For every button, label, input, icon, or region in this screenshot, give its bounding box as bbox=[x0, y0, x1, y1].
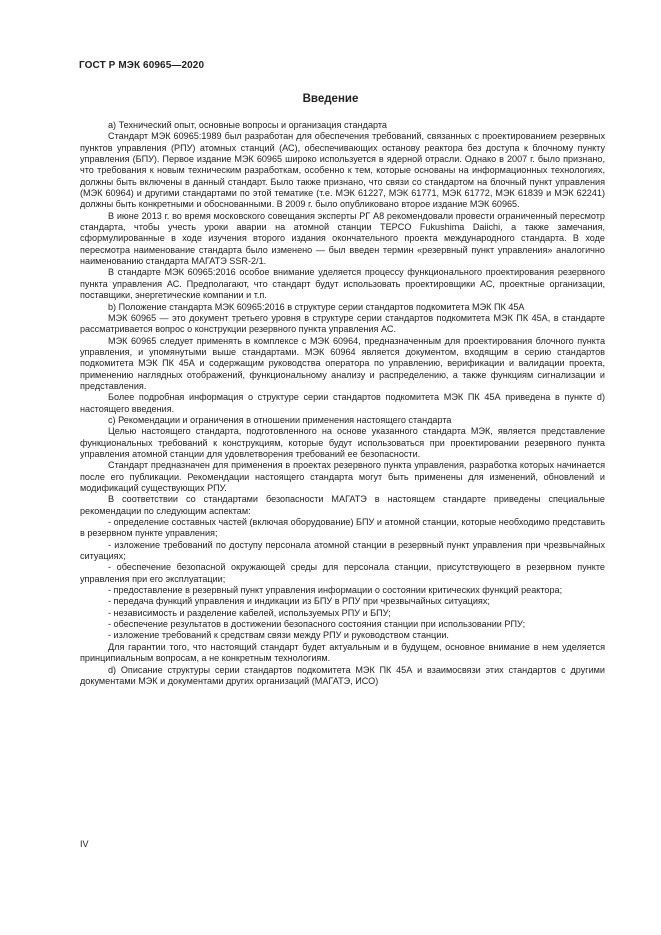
list-item: - независимость и разделение кабелей, используемых РПУ и БПУ; bbox=[108, 607, 391, 618]
paragraph: МЭК 60965 — это документ третьего уровня в структуре серии стандартов подкомитета МЭК ПК 45А, в стандарте рассматривается вопрос о конструкции резервного пункта управления АС. bbox=[80, 312, 605, 335]
paragraph: Стандарт МЭК 60965:1989 был разработан для обеспечения требований, связанных с проектированием резервных пунктов управления (РПУ) атомных станций (АС), обеспечивающих останову реактора без доступа к блочному пункту управления (БПУ). Первое издание МЭК 60965 широко используется в ядерной отрасли. Однако в 2007 г. было признано, что требования к новым техническим разработкам, особенно к тем, которые основаны на информационных технологиях, должны быть включены в данный стандарт. Было также признано, что связи со стандартом на блочный пункт управления (МЭК 60964) и другими стандартами по этой тематике (т.е. МЭК 61227, МЭК 61771, МЭК 61772, МЭК 61839 и МЭК 62241) должны быть конкретными и обоснованными. В 2009 г. было опубликовано второе издание МЭК 60965. bbox=[80, 131, 605, 210]
list-item: - изложение требований по доступу персонала атомной станции в резервный пункт управления при чрезвычайных ситуациях; bbox=[80, 539, 605, 562]
subsection-heading-a: а) Технический опыт, основные вопросы и организация стандарта bbox=[108, 120, 387, 130]
paragraph: МЭК 60965 следует применять в комплексе с МЭК 60964, предназначенным для проектирования блочного пункта управления, и упомянутыми выше стандартами. МЭК 60964 является документом, входящим в серию стандартов подкомитета МЭК ПК 45А и содержащим руководства оператора по управлению, верификации и валидации проекта, применению наглядных отображений, функциональному анализу и распределению, а также функциям сигнализации и представления. bbox=[80, 335, 605, 391]
paragraph: В стандарте МЭК 60965:2016 особое внимание уделяется процессу функционального проектирования резервного пункта управления АС. Предполагают, что стандарт будут использовать проектировщики АС, проектные организации, поставщики, энергетические компании и т.п. bbox=[80, 267, 605, 301]
body-text bbox=[80, 120, 605, 687]
paragraph: Целью настоящего стандарта, подготовленного на основе указанного стандарта МЭК, является представление функциональных требований к конструкциям, которые будут использоваться при проектировании резервного пункта управления атомной станции для удовлетворения требований ее безопасности. bbox=[80, 426, 605, 459]
paragraph: В июне 2013 г. во время московского совещания эксперты РГ А8 рекомендовали провести ограниченный пересмотр стандарта, чтобы учесть уроки аварии на атомной станции TEPCO Fukushima Daiichi, а также замечания, сформулированные в ходе изучения второго издания окончательного проекта международного стандарта. В ходе пересмотра наименование стандарта было изменено — был введен термин «резервный пункт управления» аналогично наименованию стандарта МАГАТЭ SSR-2/1. bbox=[80, 210, 605, 267]
paragraph: Стандарт предназначен для применения в проектах резервного пункта управления, разработка которых начинается после его публикации. Рекомендации настоящего стандарта могут быть применены для изменений, обновлений и модификаций существующих РПУ. bbox=[80, 460, 605, 493]
list-item: - изложение требований к средствам связи между РПУ и руководством станции. bbox=[108, 630, 449, 641]
subsection-heading-c: с) Рекомендации и ограничения в отношении применения настоящего стандарта bbox=[108, 414, 452, 425]
list-item: - предоставление в резервный пункт управления информации о состоянии критических функций реактора; bbox=[108, 585, 563, 596]
list-item: - определение составных частей (включая оборудование) БПУ и атомной станции, которые необходимо представить в резервном пункте управления; bbox=[80, 517, 605, 539]
list-item: - обеспечение результатов в достижении безопасного состояния станции при использовании РПУ; bbox=[108, 619, 526, 630]
paragraph: Для гарантии того, что настоящий стандарт будет актуальным и в будущем, основное внимание в нем уделяется принципиальным вопросам, а не конкретным технологиям. bbox=[80, 641, 605, 664]
list-item: - обеспечение безопасной окружающей среды для персонала станции, присутствующего в резервном пункте управления при его эксплуатации; bbox=[80, 562, 605, 584]
paragraph: В соответствии со стандартами безопасности МАГАТЭ в настоящем стандарте приведены специальные рекомендации по следующим аспектам: bbox=[80, 494, 605, 516]
standard-code-header: ГОСТ Р МЭК 60965—2020 bbox=[79, 60, 205, 71]
paragraph: Более подробная информация о структуре серии стандартов подкомитета МЭК ПК 45А приведена в пункте d) настоящего введения. bbox=[80, 392, 605, 414]
list-item: - передача функций управления и индикации из БПУ в РПУ при чрезвычайных ситуациях; bbox=[108, 596, 490, 607]
subsection-heading-d: d) Описание структуры серии стандартов подкомитета МЭК ПК 45А и взаимосвязи этих стандартов с другими документами МЭК и документами других организаций (МАГАТЭ, ИСО) bbox=[80, 664, 605, 686]
subsection-heading-b: b) Положение стандарта МЭК 60965:2016 в структуре серии стандартов подкомитета МЭК ПК 45А bbox=[108, 301, 525, 312]
page-number: IV bbox=[80, 839, 89, 849]
section-title: Введение bbox=[302, 93, 359, 105]
